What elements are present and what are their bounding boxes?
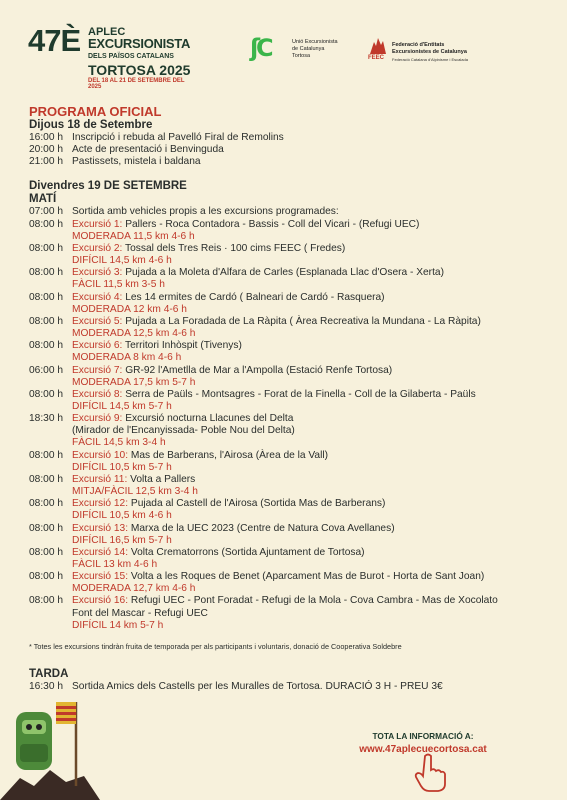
excursion-description bbox=[72, 243, 549, 255]
excursion-route: Volta a les Roques de Benet (Aparcament Mas de Burot - Horta de Sant Joan) bbox=[128, 571, 485, 583]
excursion-description bbox=[72, 474, 549, 486]
spacer bbox=[29, 425, 72, 437]
excursion-description bbox=[72, 389, 549, 401]
excursion-route-continued bbox=[29, 608, 549, 620]
info-label: TOTA LA INFORMACIÓ A: bbox=[372, 731, 474, 741]
excursion-route: Pallers - Roca Contadora - Bassis - Coll del Vicari - (Refugi UEC) bbox=[122, 218, 420, 230]
excursion-item bbox=[29, 243, 549, 255]
website-link[interactable]: www.47aplecuecortosa.cat bbox=[359, 744, 487, 755]
excursion-route: Pujada a la Moleta d'Alfara de Carles (Esplanada Llac d'Osera - Xerta) bbox=[122, 267, 444, 279]
excursion-description bbox=[72, 292, 549, 304]
logo-aplec: APLEC bbox=[88, 26, 126, 38]
excursion-description bbox=[72, 595, 549, 607]
feec-sub: Federació Catalana d'Alpinisme i Escalada bbox=[392, 57, 468, 62]
excursion-item bbox=[29, 595, 549, 607]
item-time: 16:30 h bbox=[29, 681, 63, 692]
list-item bbox=[29, 156, 549, 168]
spacer bbox=[29, 608, 72, 620]
thursday-heading: Dijous 18 de Setembre bbox=[29, 119, 153, 131]
excursion-time: 08:00 h bbox=[29, 388, 63, 400]
mati-heading: MATÍ bbox=[29, 193, 57, 206]
excursion-description bbox=[72, 340, 549, 352]
excursion-item bbox=[29, 450, 549, 462]
excursion-route-line2: (Mirador de l'Encanyissada- Poble Nou del Delta) bbox=[72, 425, 295, 437]
excursion-item bbox=[29, 547, 549, 559]
excursion-level: DIFÍCIL 10,5 km 4-6 h bbox=[72, 510, 172, 522]
excursion-time: 08:00 h bbox=[29, 595, 63, 607]
excursion-time: 06:00 h bbox=[29, 364, 63, 376]
item-time: 21:00 h bbox=[29, 156, 63, 168]
excursion-time: 08:00 h bbox=[29, 498, 63, 510]
item-time: 20:00 h bbox=[29, 144, 63, 156]
excursion-route: Territori Inhòspit (Tivenys) bbox=[122, 340, 242, 352]
excursion-route: Pujada a La Foradada de La Ràpita ( Àrea Recreativa la Mundana - La Ràpita) bbox=[122, 315, 481, 327]
excursion-route: Volta a Pallers bbox=[127, 473, 196, 485]
backpack-mascot-icon bbox=[0, 690, 100, 800]
uec-line3: Tortosa bbox=[292, 53, 311, 59]
excursion-item bbox=[29, 340, 549, 352]
excursion-item bbox=[29, 365, 549, 377]
excursion-route: Mas de Barberans, l'Airosa (Àrea de la Vall) bbox=[128, 449, 328, 461]
excursion-level: FÀCIL 13 km 4-6 h bbox=[72, 559, 158, 570]
pointing-hand-icon bbox=[413, 752, 449, 792]
excursion-item bbox=[29, 523, 549, 535]
tarda-heading: TARDA bbox=[29, 668, 69, 680]
item-time: 16:00 h bbox=[29, 132, 63, 143]
excursion-name: Excursió 16: bbox=[72, 595, 129, 607]
aplec-logo bbox=[28, 22, 198, 92]
uec-mark-icon: ʃC bbox=[250, 34, 270, 62]
excursion-level: MODERADA 12,7 km 4-6 h bbox=[72, 583, 196, 595]
excursion-route: Excursió nocturna Llacunes del Delta bbox=[122, 413, 294, 425]
item-text: Inscripció i rebuda al Pavelló Firal de Remolins bbox=[72, 132, 284, 143]
excursion-name: Excursió 4: bbox=[72, 291, 123, 303]
excursion-time: 08:00 h bbox=[29, 449, 63, 461]
excursion-time: 08:00 h bbox=[29, 473, 63, 485]
excursion-route: Serra de Paüls - Montsagres - Forat de la Finella - Coll de la Gilaberta - Paüls bbox=[122, 388, 476, 400]
excursion-time: 08:00 h bbox=[29, 571, 63, 583]
excursion-level: FÀCIL 11,5 km 3-5 h bbox=[72, 279, 165, 291]
excursion-item bbox=[29, 389, 549, 401]
item-text: Pastissets, mistela i baldana bbox=[72, 156, 201, 168]
item-text: Acte de presentació i Benvinguda bbox=[72, 144, 224, 156]
excursion-route-line2: Font del Mascar - Refugi UEC bbox=[72, 607, 208, 619]
excursion-list bbox=[29, 219, 549, 632]
excursion-level: MODERADA 8 km 4-6 h bbox=[72, 352, 182, 364]
excursion-description bbox=[72, 571, 549, 583]
list-item bbox=[29, 206, 549, 218]
excursion-name: Excursió 6: bbox=[72, 340, 123, 352]
excursion-time: 18:30 h bbox=[29, 413, 63, 425]
excursion-item bbox=[29, 474, 549, 486]
excursion-item bbox=[29, 267, 549, 279]
mountain-icon bbox=[368, 36, 388, 54]
feec-logo bbox=[368, 36, 498, 66]
excursion-description bbox=[72, 413, 549, 425]
excursion-route: Volta Crematorrons (Sortida Ajuntament de Tortosa) bbox=[128, 546, 365, 558]
excursion-name: Excursió 2: bbox=[72, 242, 123, 254]
excursion-level: DIFÍCIL 14,5 km 4-6 h bbox=[72, 255, 172, 267]
excursion-time: 08:00 h bbox=[29, 218, 63, 230]
logo-dels: DELS PAÏSOS CATALANS bbox=[88, 53, 174, 60]
feec-line2: Excursionistes de Catalunya bbox=[392, 49, 467, 55]
excursion-time: 08:00 h bbox=[29, 242, 63, 254]
excursion-name: Excursió 7: bbox=[72, 364, 123, 376]
fruit-note: * Totes les excursions tindràn fruita de temporada per als participants i voluntaris, donació de Cooperativa Soldebre bbox=[29, 641, 402, 651]
excursion-name: Excursió 9: bbox=[72, 413, 123, 425]
logo-excursionista: EXCURSIONISTA bbox=[88, 36, 191, 51]
excursion-item bbox=[29, 413, 549, 425]
excursion-item bbox=[29, 292, 549, 304]
item-text: Sortida amb vehicles propis a les excursions programades: bbox=[72, 206, 339, 218]
uec-line1: Unió Excursionista bbox=[292, 39, 338, 45]
excursion-item bbox=[29, 498, 549, 510]
excursion-route: Refugi UEC - Pont Foradat - Refugi de la Mola - Cova Cambra - Mas de Xocolato bbox=[128, 595, 498, 607]
excursion-name: Excursió 1: bbox=[72, 218, 123, 230]
excursion-description bbox=[72, 267, 549, 279]
logo-city: TORTOSA 2025 bbox=[88, 62, 191, 78]
excursion-name: Excursió 15: bbox=[72, 571, 129, 583]
list-item bbox=[29, 144, 549, 156]
excursion-time: 08:00 h bbox=[29, 267, 63, 279]
excursion-level: DIFÍCIL 14 km 5-7 h bbox=[72, 619, 164, 631]
excursion-description bbox=[72, 523, 549, 535]
logo-dates: DEL 18 AL 21 DE SETEMBRE DEL 2025 bbox=[88, 78, 185, 90]
excursion-level: MODERADA 17,5 km 5-7 h bbox=[72, 376, 196, 388]
feec-line1: Federació d'Entitats bbox=[392, 42, 445, 48]
header bbox=[0, 0, 567, 100]
uec-line2: de Catalunya bbox=[292, 46, 325, 52]
thursday-list bbox=[29, 132, 549, 168]
feec-abbr: FEEC bbox=[368, 55, 385, 61]
feec-text bbox=[392, 42, 467, 56]
excursion-route-continued bbox=[29, 425, 549, 437]
list-item bbox=[29, 132, 549, 144]
excursion-time: 08:00 h bbox=[29, 291, 63, 303]
excursion-route: Tossal dels Tres Reis · 100 cims FEEC ( Fredes) bbox=[122, 242, 346, 254]
excursion-level: MITJA/FÀCIL 12,5 km 3-4 h bbox=[72, 486, 198, 498]
excursion-time: 08:00 h bbox=[29, 546, 63, 558]
uec-text bbox=[292, 39, 338, 60]
excursion-name: Excursió 8: bbox=[72, 388, 123, 400]
excursion-route: Pujada al Castell de l'Airosa (Sortida Mas de Barberans) bbox=[128, 498, 386, 510]
excursion-item bbox=[29, 219, 549, 231]
excursion-description bbox=[72, 547, 549, 559]
excursion-level: DIFÍCIL 16,5 km 5-7 h bbox=[72, 534, 172, 546]
item-text: Sortida Amics dels Castells per les Muralles de Tortosa. DURACIÓ 3 H - PREU 3€ bbox=[72, 681, 443, 692]
excursion-time: 08:00 h bbox=[29, 340, 63, 352]
excursion-name: Excursió 10: bbox=[72, 449, 129, 461]
excursion-item bbox=[29, 316, 549, 328]
excursion-name: Excursió 12: bbox=[72, 498, 129, 510]
uec-logo bbox=[250, 34, 360, 64]
excursion-route: Les 14 ermites de Cardó ( Balneari de Cardó - Rasquera) bbox=[122, 291, 385, 303]
excursion-name: Excursió 13: bbox=[72, 522, 129, 534]
friday-heading: Divendres 19 DE SETEMBRE bbox=[29, 180, 187, 193]
excursion-time: 08:00 h bbox=[29, 522, 63, 534]
excursion-name: Excursió 11: bbox=[72, 473, 128, 485]
excursion-description bbox=[72, 498, 549, 510]
excursion-route: GR-92 l'Ametlla de Mar a l'Ampolla (Estació Renfe Tortosa) bbox=[122, 364, 393, 376]
excursion-route: Marxa de la UEC 2023 (Centre de Natura Cova Avellanes) bbox=[128, 522, 395, 534]
program-title: PROGRAMA OFICIAL bbox=[29, 104, 162, 119]
excursion-level: MODERADA 11,5 km 4-6 h bbox=[72, 230, 195, 242]
logo-number: 47È bbox=[28, 23, 81, 58]
excursion-description bbox=[72, 365, 549, 377]
excursion-description bbox=[72, 219, 549, 231]
excursion-level: FÀCIL 14,5 km 3-4 h bbox=[72, 437, 166, 449]
excursion-level: MODERADA 12 km 4-6 h bbox=[72, 303, 187, 315]
excursion-name: Excursió 14: bbox=[72, 546, 129, 558]
excursion-description bbox=[72, 450, 549, 462]
excursion-name: Excursió 5: bbox=[72, 315, 123, 327]
excursion-level: DIFÍCIL 14,5 km 5-7 h bbox=[72, 400, 172, 412]
program bbox=[29, 104, 549, 651]
excursion-level: MODERADA 12,5 km 4-6 h bbox=[72, 328, 196, 340]
excursion-item bbox=[29, 571, 549, 583]
excursion-name: Excursió 3: bbox=[72, 267, 123, 279]
item-time: 07:00 h bbox=[29, 206, 63, 218]
excursion-description bbox=[72, 316, 549, 328]
excursion-time: 08:00 h bbox=[29, 315, 63, 327]
excursion-level: DIFÍCIL 10,5 km 5-7 h bbox=[72, 461, 172, 473]
